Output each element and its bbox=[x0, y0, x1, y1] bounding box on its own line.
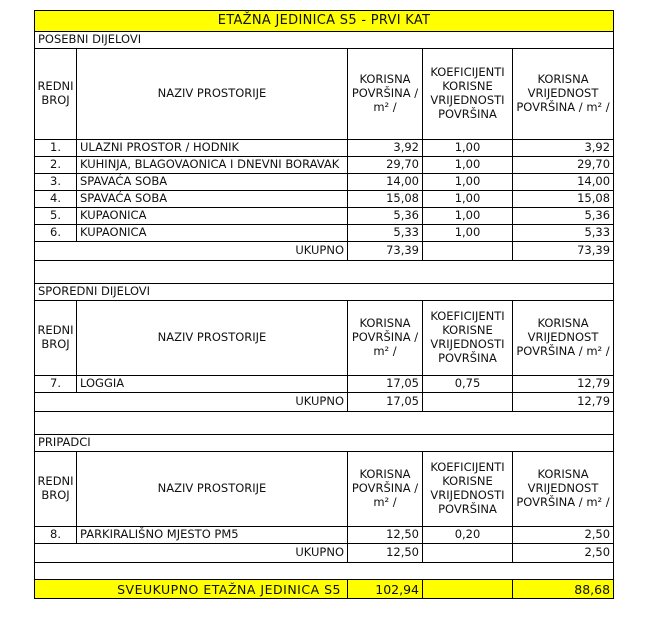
room-name: PARKIRALIŠNO MJESTO PM5 bbox=[77, 527, 348, 544]
room-name: KUPAONICA bbox=[77, 208, 348, 225]
room-coefficient: 1,00 bbox=[423, 225, 513, 242]
room-name: KUPAONICA bbox=[77, 225, 348, 242]
table-row bbox=[35, 225, 614, 242]
total-label: UKUPNO bbox=[35, 242, 348, 261]
section-title: POSEBNI DIJELOVI bbox=[35, 32, 614, 49]
total-coef-empty bbox=[423, 544, 513, 563]
table-row bbox=[35, 174, 614, 191]
room-coefficient: 0,75 bbox=[423, 376, 513, 393]
total-value: 12,79 bbox=[513, 393, 614, 412]
header-korisna-povrsina: KORISNA POVRŠINA / m² / bbox=[348, 49, 423, 140]
table-row bbox=[35, 527, 614, 544]
total-label: UKUPNO bbox=[35, 544, 348, 563]
room-area: 14,00 bbox=[348, 174, 423, 191]
area-table bbox=[34, 10, 614, 599]
room-area: 29,70 bbox=[348, 157, 423, 174]
table-title: ETAŽNA JEDINICA S5 - PRVI KAT bbox=[35, 11, 614, 32]
total-area: 73,39 bbox=[348, 242, 423, 261]
row-number: 7. bbox=[35, 376, 77, 393]
section-total-row bbox=[35, 544, 614, 563]
room-name: ULAZNI PROSTOR / HODNIK bbox=[77, 140, 348, 157]
grand-total-value: 88,68 bbox=[513, 580, 614, 599]
room-area: 5,36 bbox=[348, 208, 423, 225]
room-name: SPAVAĆA SOBA bbox=[77, 191, 348, 208]
total-value: 73,39 bbox=[513, 242, 614, 261]
total-label: UKUPNO bbox=[35, 393, 348, 412]
room-value: 14,00 bbox=[513, 174, 614, 191]
section-total-row bbox=[35, 242, 614, 261]
table-row bbox=[35, 376, 614, 393]
row-number: 1. bbox=[35, 140, 77, 157]
total-coef-empty bbox=[423, 242, 513, 261]
room-value: 15,08 bbox=[513, 191, 614, 208]
room-area: 12,50 bbox=[348, 527, 423, 544]
header-korisna-vrijednost: KORISNA VRIJEDNOST POVRŠINA / m² / bbox=[513, 49, 614, 140]
header-korisna-vrijednost: KORISNA VRIJEDNOST POVRŠINA / m² / bbox=[513, 452, 614, 527]
room-coefficient: 1,00 bbox=[423, 191, 513, 208]
header-koeficijenti: KOEFICIJENTI KORISNE VRIJEDNOSTI POVRŠINA bbox=[423, 301, 513, 376]
room-value: 3,92 bbox=[513, 140, 614, 157]
room-value: 29,70 bbox=[513, 157, 614, 174]
row-number: 5. bbox=[35, 208, 77, 225]
grand-total-area: 102,94 bbox=[348, 580, 423, 599]
room-value: 2,50 bbox=[513, 527, 614, 544]
room-coefficient: 1,00 bbox=[423, 208, 513, 225]
room-name: SPAVAĆA SOBA bbox=[77, 174, 348, 191]
room-value: 5,36 bbox=[513, 208, 614, 225]
spacer bbox=[35, 412, 614, 435]
header-naziv-prostorije: NAZIV PROSTORIJE bbox=[77, 301, 348, 376]
area-table-sheet bbox=[34, 10, 613, 599]
row-number: 6. bbox=[35, 225, 77, 242]
header-naziv-prostorije: NAZIV PROSTORIJE bbox=[77, 49, 348, 140]
header-redni-broj: REDNI BROJ bbox=[35, 301, 77, 376]
room-area: 3,92 bbox=[348, 140, 423, 157]
grand-total-row bbox=[35, 580, 614, 599]
room-coefficient: 1,00 bbox=[423, 157, 513, 174]
table-row bbox=[35, 208, 614, 225]
spacer bbox=[35, 563, 614, 580]
total-coef-empty bbox=[423, 393, 513, 412]
header-korisna-povrsina: KORISNA POVRŠINA / m² / bbox=[348, 452, 423, 527]
room-coefficient: 1,00 bbox=[423, 140, 513, 157]
room-area: 17,05 bbox=[348, 376, 423, 393]
row-number: 4. bbox=[35, 191, 77, 208]
grand-total-label: SVEUKUPNO ETAŽNA JEDINICA S5 bbox=[35, 580, 348, 599]
section-total-row bbox=[35, 393, 614, 412]
row-number: 2. bbox=[35, 157, 77, 174]
spacer bbox=[35, 261, 614, 284]
room-name: LOGGIA bbox=[77, 376, 348, 393]
header-redni-broj: REDNI BROJ bbox=[35, 452, 77, 527]
header-koeficijenti: KOEFICIJENTI KORISNE VRIJEDNOSTI POVRŠINA bbox=[423, 452, 513, 527]
table-row bbox=[35, 157, 614, 174]
room-coefficient: 1,00 bbox=[423, 174, 513, 191]
header-korisna-povrsina: KORISNA POVRŠINA / m² / bbox=[348, 301, 423, 376]
total-area: 17,05 bbox=[348, 393, 423, 412]
header-naziv-prostorije: NAZIV PROSTORIJE bbox=[77, 452, 348, 527]
header-koeficijenti: KOEFICIJENTI KORISNE VRIJEDNOSTI POVRŠINA bbox=[423, 49, 513, 140]
table-row bbox=[35, 191, 614, 208]
section-title: SPOREDNI DIJELOVI bbox=[35, 284, 614, 301]
header-korisna-vrijednost: KORISNA VRIJEDNOST POVRŠINA / m² / bbox=[513, 301, 614, 376]
room-name: KUHINJA, BLAGOVAONICA I DNEVNI BORAVAK bbox=[77, 157, 348, 174]
room-value: 12,79 bbox=[513, 376, 614, 393]
row-number: 3. bbox=[35, 174, 77, 191]
section-title: PRIPADCI bbox=[35, 435, 614, 452]
room-coefficient: 0,20 bbox=[423, 527, 513, 544]
row-number: 8. bbox=[35, 527, 77, 544]
total-value: 2,50 bbox=[513, 544, 614, 563]
total-area: 12,50 bbox=[348, 544, 423, 563]
grand-total-coef-empty bbox=[423, 580, 513, 599]
table-row bbox=[35, 140, 614, 157]
header-redni-broj: REDNI BROJ bbox=[35, 49, 77, 140]
room-area: 15,08 bbox=[348, 191, 423, 208]
room-area: 5,33 bbox=[348, 225, 423, 242]
room-value: 5,33 bbox=[513, 225, 614, 242]
